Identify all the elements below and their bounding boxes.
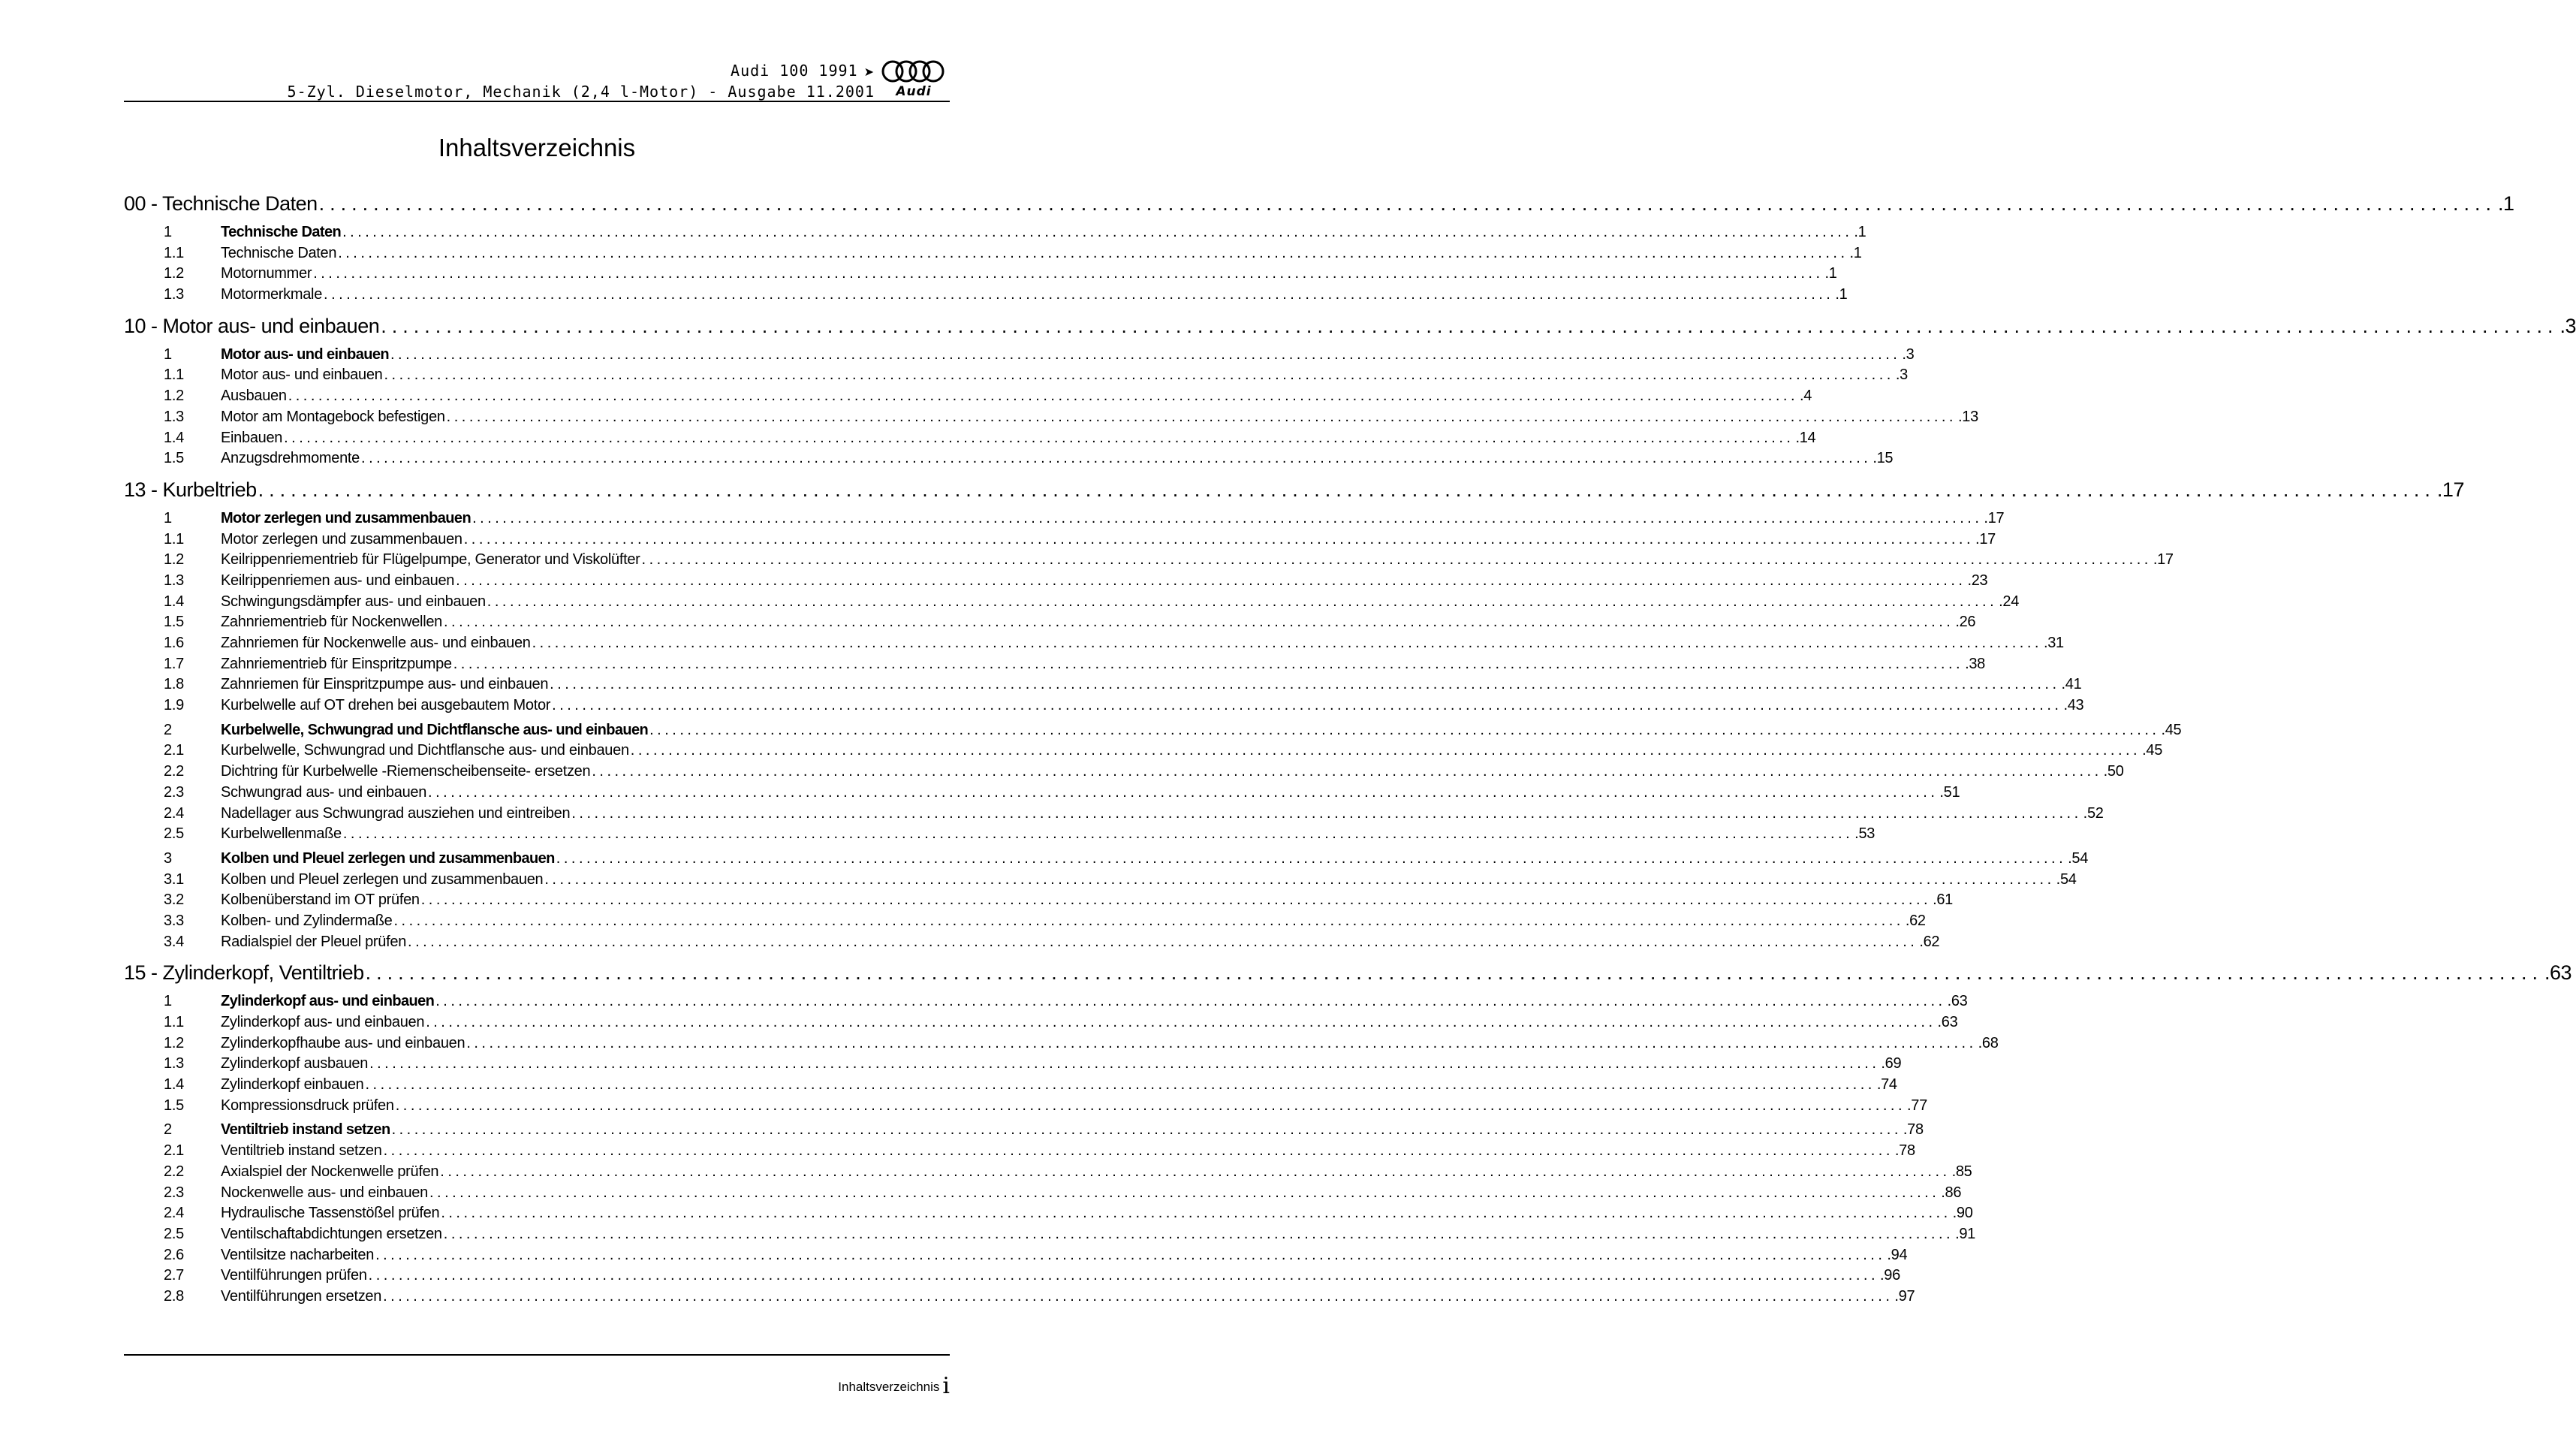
- dot-leader: ........................................................................................................................................................................................................: [649, 721, 2160, 738]
- toc-entry[interactable]: [124, 224, 1866, 245]
- toc-entry-title: Zahnriementrieb für Einspritzpumpe: [221, 655, 452, 672]
- toc-entry[interactable]: [124, 1014, 1958, 1035]
- toc-entry-number: 1: [164, 345, 172, 363]
- toc-chapter-page: . 3: [2560, 315, 2576, 338]
- toc-entry-title: Technische Daten: [221, 224, 342, 240]
- dot-leader: ........................................................................................................................................................................................................: [361, 450, 1872, 467]
- toc-entry-number: 2.2: [164, 763, 184, 780]
- dot-leader: ........................................................................................................................................................................................................: [444, 614, 1954, 631]
- toc-entry[interactable]: [124, 367, 1908, 388]
- toc-chapter-page: . 17: [2437, 478, 2464, 502]
- toc-entry-number: 1.5: [164, 614, 184, 631]
- toc-entry-page: . 74: [1877, 1076, 1897, 1094]
- toc-entry[interactable]: [124, 676, 2082, 697]
- page-header: [124, 59, 950, 101]
- header-divider: [124, 101, 950, 102]
- toc-entry-number: 1.2: [164, 1034, 184, 1051]
- toc-entry[interactable]: [124, 345, 1915, 367]
- toc-entry-number: 1: [164, 509, 172, 526]
- toc-entry[interactable]: [124, 429, 1816, 451]
- toc-entry-page: . 62: [1919, 934, 1939, 951]
- toc-entry-number: 1.5: [164, 1097, 184, 1114]
- footer-label: Inhaltsverzeichnis: [838, 1380, 940, 1394]
- toc-entry-title: Motor aus- und einbauen: [221, 345, 389, 363]
- dot-leader: ........................................................................................................................................................................................................: [383, 1142, 1894, 1160]
- toc-entry-title: Ventiltrieb instand setzen: [221, 1121, 390, 1139]
- toc-entry-page: . 62: [1906, 913, 1926, 930]
- toc-entry-page: . 63: [1948, 993, 1968, 1010]
- toc-entry-title: Zahnriementrieb für Nockenwellen: [221, 614, 442, 631]
- toc-entry-page: . 13: [1958, 409, 1978, 426]
- toc-entry-page: . 1: [1854, 224, 1866, 241]
- dot-leader: ........................................................................................................................................................................................................: [384, 367, 1894, 384]
- toc-entry[interactable]: [124, 1184, 1962, 1205]
- toc-entry-number: 2.3: [164, 783, 184, 801]
- toc-entry-title: Motor am Montagebock befestigen: [221, 408, 445, 425]
- dot-leader: ........................................................................................................................................................................................................: [630, 742, 2141, 759]
- toc-chapter[interactable]: [124, 478, 2464, 504]
- toc-entry-page: . 90: [1953, 1205, 1973, 1222]
- toc-entry-number: 2.4: [164, 804, 184, 822]
- toc-entry[interactable]: [124, 593, 2020, 614]
- toc-entry-title: Kurbelwelle, Schwungrad und Dichtflansche aus- und einbauen: [221, 721, 649, 738]
- dot-leader: ........................................................................................................................................................................................................: [393, 912, 1904, 929]
- toc-entry-number: 2.2: [164, 1163, 184, 1180]
- dot-leader: ........................................................................................................................................................................................................: [368, 1267, 1879, 1284]
- toc-entry-page: . 3: [1896, 367, 1908, 384]
- dot-leader: ........................................................................................................................................................................................................: [456, 572, 1966, 589]
- dot-leader: ........................................................................................................................................................................................................: [420, 891, 1932, 909]
- dot-leader: ........................................................................................................................................................................................................: [435, 993, 1946, 1010]
- toc-entry-page: . 52: [2083, 805, 2104, 822]
- dot-leader: ........................................................................................................................................................................................................: [342, 825, 1854, 843]
- toc-entry-number: 2.5: [164, 825, 184, 843]
- dot-leader: ........................................................................................................................................................................................................: [313, 265, 1824, 282]
- toc-entry-title: Zylinderkopf aus- und einbauen: [221, 993, 435, 1010]
- dot-leader: ........................................................................................................................................................................................................: [365, 1076, 1876, 1094]
- toc-entry-number: 1.5: [164, 450, 184, 467]
- toc-entry-title: Zahnriemen für Nockenwelle aus- und einbauen: [221, 635, 531, 651]
- toc-chapter-page: . 1: [2498, 192, 2514, 216]
- dot-leader: ........................................................................................................................................................................................................: [443, 1225, 1954, 1242]
- toc-entry-number: 1.3: [164, 1055, 184, 1072]
- toc-entry-title: Kurbelwelle auf OT drehen bei ausgebautem Motor: [221, 697, 551, 714]
- dot-leader: ........................................................................................................................................................................................................: [487, 593, 1998, 610]
- toc-entry-title: Motornummer: [221, 265, 312, 282]
- toc-entry-number: 3.3: [164, 912, 184, 929]
- toc-entry[interactable]: [124, 849, 2089, 871]
- header-model: Audi 100 1991: [731, 62, 858, 80]
- dot-leader: ........................................................................................................................................................................................................: [592, 763, 2102, 780]
- toc-entry-number: 1.1: [164, 1014, 184, 1030]
- toc-entry-page: . 91: [1955, 1226, 1975, 1243]
- dot-leader: ........................................................................................................................................................................................................: [390, 345, 1901, 363]
- dot-leader: ........................................................................................................................................................................................................: [369, 1055, 1880, 1072]
- toc-entry-number: 1.7: [164, 655, 184, 672]
- toc-entry-number: 2.7: [164, 1267, 184, 1284]
- dot-leader: ........................................................................................................................................................................................................: [365, 961, 2543, 985]
- toc-entry[interactable]: [124, 450, 1894, 471]
- toc-entry[interactable]: [124, 509, 2005, 531]
- toc-entry[interactable]: [124, 891, 1953, 913]
- toc-entry-title: Ausbauen: [221, 388, 287, 405]
- toc-entry-page: . 50: [2104, 763, 2124, 780]
- toc-entry-page: . 54: [2056, 871, 2077, 888]
- toc-entry-page: . 17: [2153, 551, 2174, 569]
- toc-entry[interactable]: [124, 1163, 1972, 1184]
- toc-entry-page: . 17: [1984, 510, 2004, 527]
- toc-entry-number: 1.4: [164, 1076, 184, 1094]
- toc-entry[interactable]: [124, 721, 2182, 743]
- toc-entry-page: . 4: [1800, 388, 1812, 405]
- toc-entry-title: Einbauen: [221, 429, 283, 446]
- dot-leader: ........................................................................................................................................................................................................: [550, 676, 2060, 693]
- toc-entry-title: Nadellager aus Schwungrad ausziehen und eintreiben: [221, 804, 571, 822]
- dot-leader: ........................................................................................................................................................................................................: [391, 1121, 1902, 1139]
- toc-entry[interactable]: [124, 655, 1985, 677]
- toc-entry-number: 3: [164, 849, 172, 867]
- dot-leader: ........................................................................................................................................................................................................: [324, 286, 1834, 303]
- dot-leader: ........................................................................................................................................................................................................: [383, 1287, 1894, 1305]
- toc-entry-title: Dichtring für Kurbelwelle -Riemenscheibenseite- ersetzen: [221, 763, 591, 780]
- toc-entry-number: 2: [164, 1121, 172, 1139]
- toc-entry-page: . 77: [1907, 1097, 1927, 1115]
- toc-entry-number: 3.1: [164, 870, 184, 888]
- toc-entry-page: . 41: [2062, 676, 2082, 693]
- toc-entry-title: Technische Daten: [221, 244, 337, 261]
- toc-entry-title: Ventilschaftabdichtungen ersetzen: [221, 1225, 442, 1242]
- dot-leader: ........................................................................................................................................................................................................: [441, 1205, 1951, 1222]
- toc-entry[interactable]: [124, 1225, 1976, 1247]
- toc-entry-page: . 43: [2063, 697, 2083, 714]
- toc-entry-title: Kompressionsdruck prüfen: [221, 1097, 394, 1114]
- toc-entry-page: . 94: [1887, 1247, 1907, 1264]
- toc-entry-title: Kurbelwelle, Schwungrad und Dichtflansche aus- und einbauen: [221, 742, 629, 759]
- toc-entry[interactable]: [124, 388, 1812, 409]
- audi-rings-icon: [878, 59, 950, 84]
- toc-entry-title: Zahnriemen für Einspritzpumpe aus- und einbauen: [221, 676, 549, 693]
- toc-entry-title: Zylinderkopf aus- und einbauen: [221, 1014, 425, 1030]
- dot-leader: ........................................................................................................................................................................................................: [284, 429, 1794, 446]
- dot-leader: ........................................................................................................................................................................................................: [641, 551, 2152, 569]
- toc-entry-page: . 3: [1902, 346, 1914, 364]
- toc-entry[interactable]: [124, 1076, 1897, 1097]
- toc-entry-title: Ventiltrieb instand setzen: [221, 1142, 382, 1160]
- toc-entry-page: . 23: [1967, 572, 1987, 590]
- toc-entry-number: 1.1: [164, 530, 184, 548]
- toc-entry[interactable]: [124, 933, 1940, 955]
- toc-entry-page: . 1: [1825, 265, 1837, 282]
- toc-entry[interactable]: [124, 551, 2174, 572]
- toc-entry-number: 2.6: [164, 1246, 184, 1263]
- toc-chapter-title: 15 - Zylinderkopf, Ventiltrieb: [124, 961, 364, 985]
- toc-entry-title: Axialspiel der Nockenwelle prüfen: [221, 1163, 439, 1180]
- toc-entry-title: Ventilsitze nacharbeiten: [221, 1246, 375, 1263]
- toc-entry-title: Kurbelwellenmaße: [221, 825, 342, 843]
- toc-entry-number: 2.8: [164, 1287, 184, 1305]
- dot-leader: ........................................................................................................................................................................................................: [258, 478, 2436, 501]
- toc-entry[interactable]: [124, 697, 2084, 718]
- toc-entry-page: . 78: [1903, 1121, 1924, 1139]
- toc-entry[interactable]: [124, 1267, 1900, 1288]
- toc-entry[interactable]: [124, 1121, 1924, 1142]
- toc-entry-page: . 15: [1872, 450, 1893, 467]
- dot-leader: ........................................................................................................................................................................................................: [446, 408, 1957, 425]
- toc-entry-page: . 61: [1933, 891, 1953, 909]
- toc-entry-page: . 69: [1881, 1055, 1901, 1072]
- toc-entry-page: . 63: [1938, 1014, 1958, 1031]
- toc-entry[interactable]: [124, 530, 1996, 552]
- toc-entry[interactable]: [124, 825, 1876, 846]
- dot-leader: ........................................................................................................................................................................................................: [532, 635, 2042, 651]
- toc-entry-number: 2.1: [164, 1142, 184, 1160]
- toc-entry-title: Zylinderkopfhaube aus- und einbauen: [221, 1034, 465, 1051]
- toc-chapter[interactable]: [124, 314, 2576, 340]
- toc-entry[interactable]: [124, 804, 2104, 826]
- dot-leader: ........................................................................................................................................................................................................: [466, 1034, 1977, 1051]
- table-of-contents: [124, 192, 2576, 1309]
- toc-entry-title: Motor zerlegen und zusammenbauen: [221, 509, 472, 526]
- toc-entry[interactable]: [124, 870, 2077, 892]
- toc-entry[interactable]: [124, 993, 1968, 1014]
- toc-entry-number: 2: [164, 721, 172, 738]
- toc-entry[interactable]: [124, 1205, 1973, 1226]
- dot-leader: ........................................................................................................................................................................................................: [472, 509, 1983, 526]
- toc-entry-number: 2.4: [164, 1205, 184, 1222]
- toc-entry-title: Radialspiel der Pleuel prüfen: [221, 933, 407, 950]
- toc-entry-number: 3.2: [164, 891, 184, 909]
- toc-entry-page: . 54: [2068, 850, 2088, 867]
- toc-entry[interactable]: [124, 1142, 1915, 1163]
- toc-entry-number: 2.3: [164, 1184, 184, 1201]
- dot-leader: ........................................................................................................................................................................................................: [426, 1014, 1936, 1030]
- arrow-right-icon: ➤: [863, 65, 875, 79]
- dot-leader: ........................................................................................................................................................................................................: [429, 1184, 1940, 1201]
- dot-leader: ........................................................................................................................................................................................................: [381, 314, 2559, 337]
- toc-entry-number: 3.4: [164, 933, 184, 950]
- page-title: Inhaltsverzeichnis: [438, 134, 636, 161]
- toc-entry-title: Anzugsdrehmomente: [221, 450, 360, 467]
- toc-entry-title: Schwingungsdämpfer aus- und einbauen: [221, 593, 486, 610]
- toc-entry-page: . 97: [1894, 1288, 1915, 1305]
- toc-entry[interactable]: [124, 1097, 1927, 1118]
- toc-chapter-title: 13 - Kurbeltrieb: [124, 478, 257, 501]
- toc-entry-page: . 53: [1854, 825, 1875, 843]
- dot-leader: ........................................................................................................................................................................................................: [395, 1097, 1906, 1114]
- toc-entry-page: . 68: [1978, 1035, 1999, 1052]
- dot-leader: ........................................................................................................................................................................................................: [375, 1246, 1886, 1263]
- dot-leader: ........................................................................................................................................................................................................: [440, 1163, 1951, 1180]
- toc-entry-page: . 85: [1952, 1163, 1972, 1181]
- toc-entry-page: . 96: [1880, 1267, 1900, 1284]
- toc-entry-title: Motor zerlegen und zusammenbauen: [221, 530, 462, 548]
- toc-entry-number: 1.4: [164, 593, 184, 610]
- toc-entry-page: . 1: [1850, 245, 1862, 262]
- toc-entry-number: 1.2: [164, 265, 184, 282]
- toc-entry-title: Hydraulische Tassenstößel prüfen: [221, 1205, 440, 1222]
- toc-entry-title: Kolbenüberstand im OT prüfen: [221, 891, 420, 909]
- toc-entry-page: . 14: [1795, 430, 1815, 447]
- toc-entry[interactable]: [124, 1287, 1915, 1309]
- toc-chapter[interactable]: [124, 192, 2514, 218]
- toc-entry-number: 1.1: [164, 367, 184, 384]
- toc-entry[interactable]: [124, 1055, 1902, 1076]
- dot-leader: ........................................................................................................................................................................................................: [342, 224, 1853, 240]
- toc-entry-number: 1.3: [164, 408, 184, 425]
- toc-chapter-page: . 63: [2544, 961, 2571, 985]
- toc-entry[interactable]: [124, 265, 1837, 286]
- toc-entry-title: Keilrippenriemen aus- und einbauen: [221, 572, 455, 589]
- dot-leader: ........................................................................................................................................................................................................: [428, 783, 1939, 801]
- toc-entry-page: . 45: [2142, 742, 2162, 759]
- toc-entry[interactable]: [124, 244, 1862, 266]
- toc-entry-title: Nockenwelle aus- und einbauen: [221, 1184, 428, 1201]
- dot-leader: ........................................................................................................................................................................................................: [463, 530, 1975, 548]
- toc-entry[interactable]: [124, 742, 2163, 763]
- toc-entry-page: . 26: [1955, 614, 1975, 631]
- toc-entry[interactable]: [124, 635, 2064, 656]
- dot-leader: ........................................................................................................................................................................................................: [453, 655, 1964, 672]
- toc-entry-number: 1.3: [164, 572, 184, 589]
- dot-leader: ........................................................................................................................................................................................................: [556, 849, 2067, 867]
- toc-entry-title: Motor aus- und einbauen: [221, 367, 383, 384]
- toc-chapter-title: 00 - Technische Daten: [124, 192, 318, 215]
- toc-entry-title: Ventilführungen ersetzen: [221, 1287, 382, 1305]
- toc-entry-page: . 45: [2161, 722, 2181, 739]
- toc-entry-title: Motormerkmale: [221, 286, 323, 303]
- footer-divider: [124, 1354, 950, 1356]
- toc-entry[interactable]: [124, 1034, 1999, 1056]
- toc-entry-title: Kolben und Pleuel zerlegen und zusammenbauen: [221, 849, 555, 867]
- dot-leader: ........................................................................................................................................................................................................: [338, 244, 1848, 261]
- toc-entry-number: 1.6: [164, 635, 184, 651]
- toc-entry-title: Ventilführungen prüfen: [221, 1267, 367, 1284]
- toc-chapter-title: 10 - Motor aus- und einbauen: [124, 314, 380, 337]
- dot-leader: ........................................................................................................................................................................................................: [552, 697, 2062, 714]
- toc-entry[interactable]: [124, 1246, 1908, 1268]
- dot-leader: ........................................................................................................................................................................................................: [571, 804, 2082, 822]
- audi-logo: [878, 59, 950, 101]
- toc-entry-number: 2.1: [164, 742, 184, 759]
- toc-entry-page: . 31: [2044, 635, 2064, 652]
- toc-entry-number: 1.4: [164, 429, 184, 446]
- toc-entry-page: . 17: [1975, 531, 1996, 548]
- toc-entry[interactable]: [124, 408, 1978, 430]
- toc-entry-title: Keilrippenriementrieb für Flügelpumpe, Generator und Viskolüfter: [221, 551, 640, 569]
- dot-leader: ........................................................................................................................................................................................................: [408, 933, 1918, 950]
- toc-entry[interactable]: [124, 286, 1848, 307]
- toc-entry[interactable]: [124, 572, 1988, 593]
- toc-entry-number: 1.3: [164, 286, 184, 303]
- dot-leader: ........................................................................................................................................................................................................: [288, 388, 1799, 405]
- toc-entry-title: Schwungrad aus- und einbauen: [221, 783, 427, 801]
- toc-entry-title: Kolben- und Zylindermaße: [221, 912, 393, 929]
- toc-chapter[interactable]: [124, 961, 2572, 987]
- toc-entry-number: 1.8: [164, 676, 184, 693]
- toc-entry-page: . 1: [1835, 286, 1847, 303]
- toc-entry-page: . 38: [1965, 656, 1985, 673]
- toc-entry-number: 1.1: [164, 244, 184, 261]
- dot-leader: ........................................................................................................................................................................................................: [318, 192, 2496, 215]
- dot-leader: ........................................................................................................................................................................................................: [544, 870, 2055, 888]
- footer-page-number: i: [942, 1373, 950, 1399]
- audi-logo-text: Audi: [896, 84, 932, 99]
- toc-entry[interactable]: [124, 614, 1976, 635]
- toc-entry-page: . 86: [1941, 1184, 1961, 1202]
- toc-entry-number: 1.2: [164, 388, 184, 405]
- toc-entry-title: Kolben und Pleuel zerlegen und zusammenbauen: [221, 870, 544, 888]
- toc-entry-number: 1.9: [164, 697, 184, 714]
- toc-entry-number: 1: [164, 224, 172, 240]
- toc-entry-page: . 78: [1895, 1142, 1915, 1160]
- header-model-line: [731, 62, 875, 80]
- toc-entry-title: Zylinderkopf ausbauen: [221, 1055, 369, 1072]
- toc-entry-title: Zylinderkopf einbauen: [221, 1076, 364, 1094]
- toc-entry-number: 1.2: [164, 551, 184, 569]
- page-footer: [838, 1373, 950, 1399]
- toc-entry-page: . 51: [1939, 784, 1960, 801]
- toc-entry[interactable]: [124, 783, 1960, 805]
- toc-entry-number: 1: [164, 993, 172, 1010]
- toc-entry[interactable]: [124, 912, 1926, 934]
- header-subtitle: 5-Zyl. Dieselmotor, Mechanik (2,4 l-Motor) - Ausgabe 11.2001: [287, 83, 875, 101]
- toc-entry[interactable]: [124, 763, 2124, 784]
- toc-entry-number: 2.5: [164, 1225, 184, 1242]
- toc-entry-page: . 24: [1999, 593, 2019, 611]
